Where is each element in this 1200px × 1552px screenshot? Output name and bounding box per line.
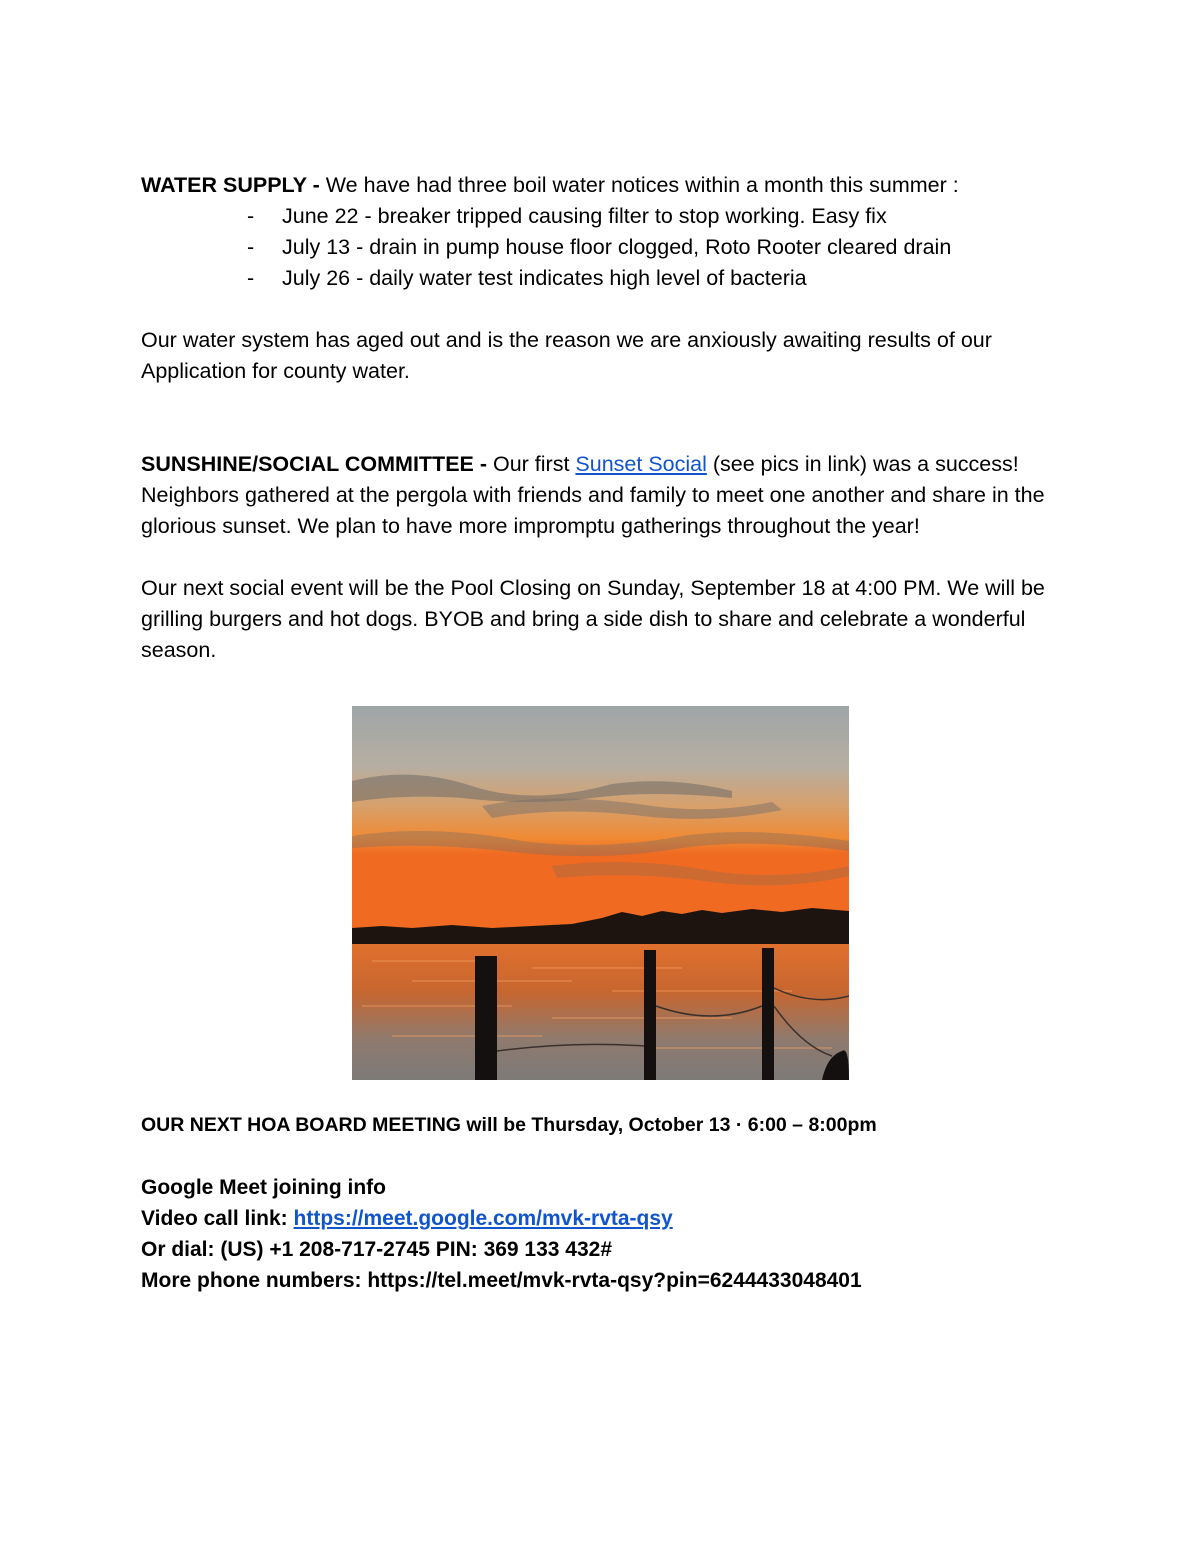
next-board-meeting: OUR NEXT HOA BOARD MEETING will be Thursday, October 13 · 6:00 – 8:00pm [141,1114,877,1136]
list-item-text: July 13 - drain in pump house floor clogged, Roto Rooter cleared drain [282,235,952,259]
social-committee-heading: SUNSHINE/SOCIAL COMMITTEE - [141,452,493,476]
spacer [141,542,1071,573]
social-text-before-link: Our first [492,452,576,476]
spacer [141,1080,1071,1110]
list-dash: - [247,235,255,259]
list-item-text: July 26 - daily water test indicates high level of bacteria [282,266,807,290]
more-phone-numbers: More phone numbers: https://tel.meet/mvk-rvta-qsy?pin=6244433048401 [141,1269,862,1292]
spacer [141,1141,1071,1172]
spacer [141,387,1071,449]
list-item [141,232,1071,263]
list-item [141,263,1071,294]
social-committee-paragraph [141,449,1071,542]
video-call-link[interactable]: https://meet.google.com/mvk-rvta-qsy [293,1207,673,1230]
water-system-note: Our water system has aged out and is the reason we are anxiously awaiting results of our Application for county water. [141,328,992,383]
spacer [141,294,1071,325]
list-dash: - [247,266,255,290]
google-meet-info [141,1172,1071,1296]
dial-in-line: Or dial: (US) +1 208-717-2745 PIN: 369 133 432# [141,1238,613,1261]
list-dash: - [247,204,255,228]
list-item [141,201,1071,232]
social-text-after-link: (see pics in link) was a success! Neighbors gathered at the pergola with friends and family to meet one another and share in the glorious sunset. We plan to have more impromptu gatherings throughout the year! [141,452,1045,538]
water-supply-paragraph [141,170,1071,201]
next-social-event: Our next social event will be the Pool Closing on Sunday, September 18 at 4:00 PM. We will be grilling burgers and hot dogs. BYOB and bring a side dish to share and celebrate a wonderful season. [141,576,1045,662]
water-supply-intro: We have had three boil water notices within a month this summer : [325,173,959,197]
sunset-social-link[interactable]: Sunset Social [575,452,707,476]
water-supply-heading: WATER SUPPLY - [141,173,326,197]
spacer [141,666,1071,706]
sunset-photo-image [352,706,849,1080]
document-page [141,170,1071,1296]
meet-title: Google Meet joining info [141,1176,386,1199]
video-call-line [141,1203,1071,1234]
sunset-photo [352,706,849,1080]
list-item-text: June 22 - breaker tripped causing filter to stop working. Easy fix [282,204,887,228]
water-notice-list [141,201,1071,294]
video-call-label: Video call link: [141,1207,294,1230]
